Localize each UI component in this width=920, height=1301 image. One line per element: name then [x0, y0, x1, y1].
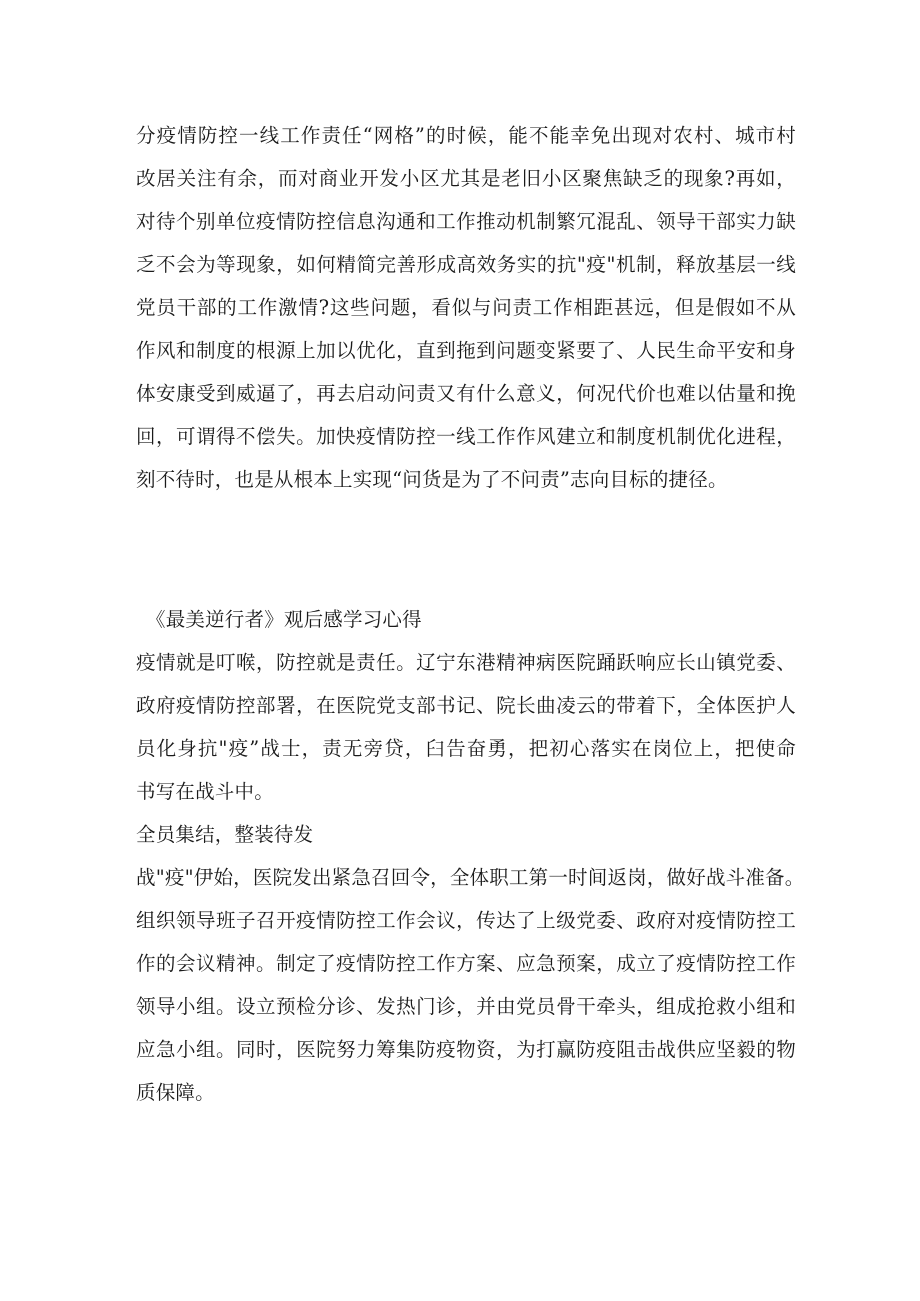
paragraph-line: 作风和制度的根源上加以优化，直到拖到问题变紧要了、人民生命平安和身	[136, 339, 796, 362]
paragraph-line: 党员干部的工作激情?这些问题，看似与问责工作相距甚远，但是假如不从	[136, 296, 796, 319]
paragraph-line: 刻不待时，也是从根本上实现“问货是为了不问责”志向目标的捷径。	[136, 468, 728, 491]
paragraph-line: 改居关注有余，而对商业开发小区尤其是老旧小区聚焦缺乏的现象?再如，	[136, 167, 796, 190]
paragraph-1	[136, 114, 796, 501]
paragraph-line: 乏不会为等现象，如何精简完善形成高效务实的抗"疫"机制，释放基层一线	[136, 253, 796, 276]
paragraph-line: 组织领导班子召开疫情防控工作会议，传达了上级党委、政府对疫情防控工	[136, 909, 796, 932]
paragraph-line: 应急小组。同时，医院努力筹集防疫物资，为打赢防疫阻击战供应坚毅的物	[136, 1038, 796, 1061]
article-section	[136, 598, 805, 1114]
paragraph-line: 质保障。	[136, 1081, 215, 1104]
paragraph-line: 书写在战斗中。	[136, 780, 274, 803]
paragraph-line: 作的会议精神。制定了疫情防控工作方案、应急预案，成立了疫情防控工作	[136, 952, 796, 975]
paragraph-line: 分疫情防控一线工作责任“网格”的时候，能不能幸免出现对农村、城市村	[136, 124, 796, 147]
paragraph-line: 体安康受到威逼了，再去启动问责又有什么意义，何况代价也难以估量和挽	[136, 382, 796, 405]
paragraph-line: 员化身抗"疫”战士，责无旁贷，臼告奋勇，把初心落实在岗位上，把使命	[136, 737, 796, 760]
paragraph-line: 领导小组。设立预检分诊、发热门诊，并由党员骨干牵头，组成抢救小组和	[136, 995, 796, 1018]
paragraph-line: 回，可谓得不偿失。加快疫情防控一线工作作风建立和制度机制优化进程，	[136, 425, 796, 448]
paragraph-line: 政府疫情防控部署，在医院党支部书记、院长曲凌云的带着下，全体医护人	[136, 694, 796, 717]
article-title: 《最美逆行者》观后感学习心得	[146, 608, 422, 631]
paragraph-line: 战"疫"伊始，医院发出紧急召回令，全体职工第一时间返岗，做好战斗准备。	[136, 866, 805, 889]
paragraph-line: 疫情就是叮喉，防控就是责任。辽宁东港精神病医院踊跃响应长山镇党委、	[136, 651, 796, 674]
paragraph-line: 对待个别单位疫情防控信息沟通和工作推动机制繁冗混乱、领导干部实力缺	[136, 210, 796, 233]
subheading: 全员集结，整装待发	[136, 823, 314, 846]
